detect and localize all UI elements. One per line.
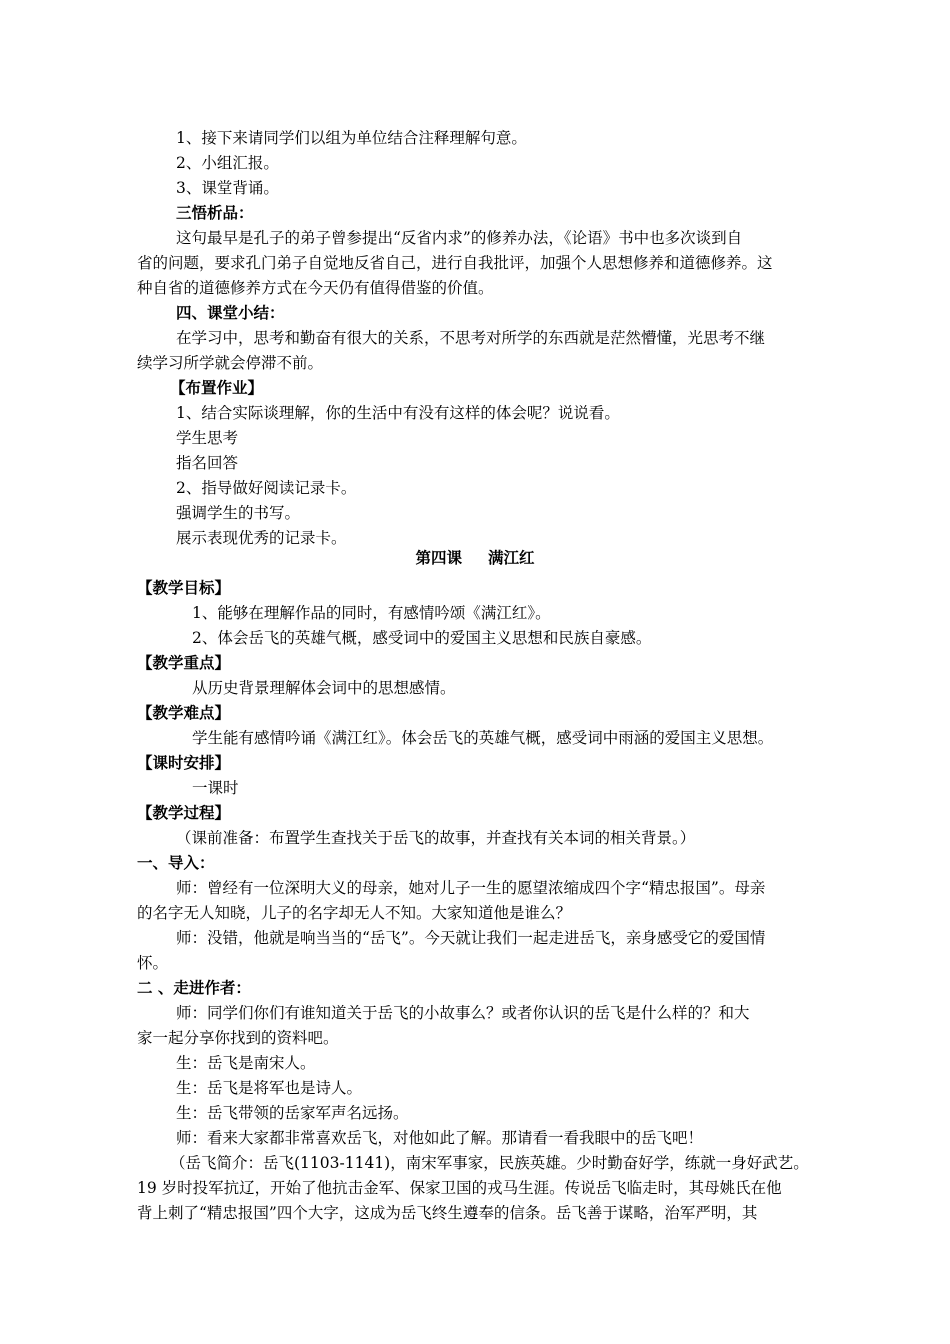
section-heading: 【布置作业】	[170, 378, 264, 397]
lesson-number: 第四课	[415, 548, 462, 567]
text-line: 1、能够在理解作品的同时，有感情吟颂《满江红》。	[192, 604, 551, 622]
text-line: 这句最早是孔子的弟子曾参提出“反省内求”的修养办法，《论语》书中也多次谈到自	[176, 229, 743, 247]
section-heading: 三悟析品：	[176, 203, 254, 222]
text-line: 师：曾经有一位深明大义的母亲，她对儿子一生的愿望浓缩成四个字“精忠报国”。母亲	[176, 879, 766, 897]
text-line: 师：同学们你们有谁知道关于岳飞的小故事么？或者你认识的岳飞是什么样的？和大	[176, 1004, 750, 1022]
text-line: 强调学生的书写。	[176, 504, 301, 522]
text-line: 生：岳飞是南宋人。	[176, 1054, 316, 1072]
text-line: （课前准备：布置学生查找关于岳飞的故事，并查找有关本词的相关背景。）	[176, 829, 696, 847]
section-heading: 【教学重点】	[137, 653, 231, 672]
text-line: 的名字无人知晓，儿子的名字却无人不知。大家知道他是谁么？	[137, 904, 572, 922]
text-line: 生：岳飞带领的岳家军声名远扬。	[176, 1104, 409, 1122]
section-heading: 【教学过程】	[137, 803, 231, 822]
text-line: 省的问题，要求孔门弟子自觉地反省自己，进行自我批评，加强个人思想修养和道德修养。这	[137, 254, 773, 272]
text-line: 指名回答	[176, 454, 239, 472]
lesson-name: 满江红	[488, 548, 535, 567]
text-line: 2、指导做好阅读记录卡。	[176, 479, 357, 497]
section-heading: 【教学难点】	[137, 703, 231, 722]
text-line: 19 岁时投军抗辽，开始了他抗击金军、保家卫国的戎马生涯。传说岳飞临走时，其母姚氏在他	[137, 1179, 782, 1197]
text-line: 家一起分享你找到的资料吧。	[137, 1029, 339, 1047]
section-heading: 【教学目标】	[137, 578, 231, 597]
lesson-title	[0, 548, 950, 568]
text-line: 师：没错，他就是响当当的“岳飞”。今天就让我们一起走进岳飞，亲身感受它的爱国情	[176, 929, 766, 947]
text-line: 生：岳飞是将军也是诗人。	[176, 1079, 363, 1097]
text-line: 续学习所学就会停滞不前。	[137, 354, 324, 372]
text-line: 1、接下来请同学们以组为单位结合注释理解句意。	[176, 129, 527, 147]
section-heading: 四、课堂小结：	[176, 303, 285, 322]
text-line: 师：看来大家都非常喜欢岳飞，对他如此了解。那请看一看我眼中的岳飞吧！	[176, 1129, 704, 1147]
text-line: 背上刺了“精忠报国”四个大字，这成为岳飞终生遵奉的信条。岳飞善于谋略，治军严明，其	[137, 1204, 758, 1222]
text-line: 一课时	[192, 779, 239, 797]
text-line: 怀。	[137, 954, 169, 972]
text-line: 在学习中，思考和勤奋有很大的关系，不思考对所学的东西就是茫然懵懂，光思考不继	[176, 329, 766, 347]
text-line: （岳飞简介：岳飞(1103-1141)，南宋军事家，民族英雄。少时勤奋好学，练就一身好武艺。	[170, 1154, 809, 1172]
text-line: 2、小组汇报。	[176, 154, 279, 172]
text-line: 1、结合实际谈理解，你的生活中有没有这样的体会呢？说说看。	[176, 404, 620, 422]
text-line: 2、体会岳飞的英雄气概，感受词中的爱国主义思想和民族自豪感。	[192, 629, 652, 647]
text-line: 学生思考	[176, 429, 239, 447]
text-line: 学生能有感情吟诵《满江红》。体会岳飞的英雄气概，感受词中雨涵的爱国主义思想。	[192, 729, 774, 747]
text-line: 3、课堂背诵。	[176, 179, 279, 197]
text-line: 种自省的道德修养方式在今天仍有值得借鉴的价值。	[137, 279, 494, 297]
text-line: 从历史背景理解体会词中的思想感情。	[192, 679, 456, 697]
text-line: 展示表现优秀的记录卡。	[176, 529, 347, 547]
section-heading: 二 、走进作者：	[137, 978, 251, 997]
section-heading: 一、导入：	[137, 853, 215, 872]
section-heading: 【课时安排】	[137, 753, 231, 772]
